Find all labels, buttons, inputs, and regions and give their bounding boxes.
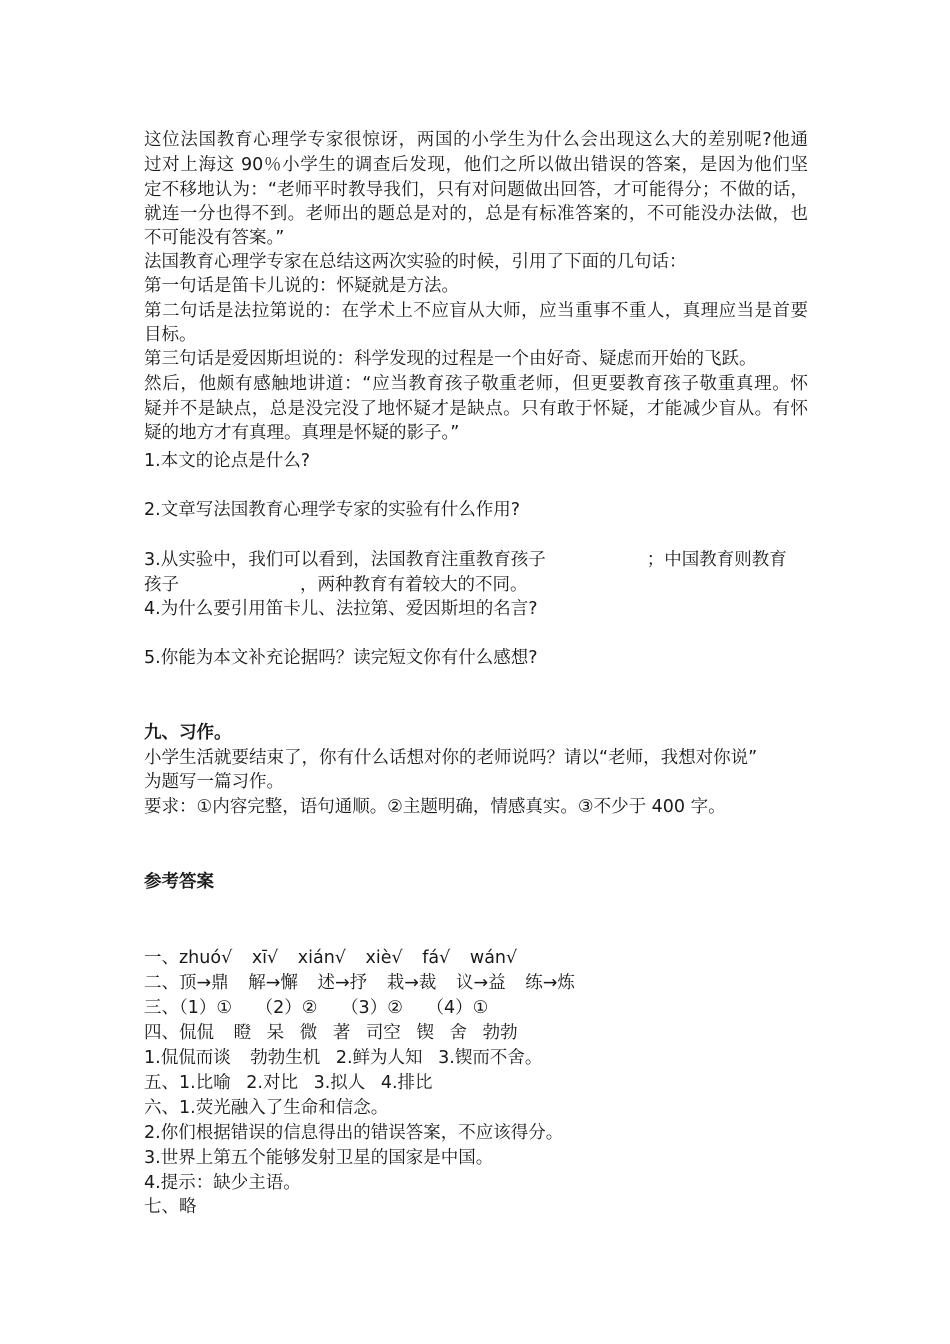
question-4: 4.为什么要引用笛卡儿、法拉第、爱因斯坦的名言? [144,599,538,619]
answer-item: 著 [332,1023,351,1043]
answer-row-8: 2.你们根据错误的信息得出的错误答案，不应该得分。 [144,1123,564,1143]
passage-line: 第二句话是法拉第说的：在学术上不应盲从大师，应当重事不重人，真理应当是首要 [144,301,808,321]
passage-line: 第三句话是爱因斯坦说的：科学发现的过程是一个由好奇、疑虑而开始的飞跃。 [144,349,757,369]
answer-item: 议→益 [456,973,506,993]
answer-item: 栽→裁 [386,973,437,993]
answer-row-9: 3.世界上第五个能够发射卫星的国家是中国。 [144,1148,494,1168]
writing-prompt-line: 为题写一篇习作。 [144,772,284,792]
passage-line: 这位法国教育心理学专家很惊讶，两国的小学生为什么会出现这么大的差别呢?他通 [144,130,808,150]
answer-row-4 [144,1021,518,1045]
answer-item: 锲 [416,1023,434,1043]
answer-item: 司空 [365,1023,401,1043]
answer-row-3 [144,996,488,1020]
answer-item: （3）② [341,998,403,1018]
answer-row-5 [144,1046,542,1070]
answer-item: 二、顶→鼎 [144,973,229,993]
answer-item: 1.侃侃而谈 [144,1048,231,1068]
answer-item: 述→抒 [317,973,368,993]
answer-item: xiè√ [365,948,403,968]
passage-line: 第一句话是笛卡儿说的：怀疑就是方法。 [144,276,459,296]
passage-line: 不可能没有答案。” [144,228,285,248]
answer-item: 练→炼 [525,973,575,993]
answer-item: 4.排比 [380,1073,433,1093]
answer-item: 3.锲而不舍。 [438,1048,543,1068]
answer-item: 勃勃 [482,1023,518,1043]
answer-item: 五、1.比喻 [144,1073,231,1093]
passage-line: 法国教育心理学专家在总结这两次实验的时候，引用了下面的几句话： [144,252,687,272]
passage-line: 疑的地方才有真理。真理是怀疑的影子。” [144,423,460,443]
answer-item: xián√ [297,948,346,968]
answer-row-1 [144,946,517,970]
answer-row-7: 六、1.荧光融入了生命和信念。 [144,1098,389,1118]
section-heading: 九、习作。 [144,723,232,743]
question-3-line-2 [144,573,528,597]
question-3-text: 孩子 [144,575,179,595]
answer-item: 呆 [266,1023,285,1043]
writing-requirements: 要求：①内容完整，语句通顺。②主题明确，情感真实。③不少于 400 字。 [144,797,726,817]
writing-prompt-line: 小学生活就要结束了，你有什么话想对你的老师说吗？请以“老师，我想对你说” [144,748,758,768]
passage-line: 就连一分也得不到。老师出的题总是对的，总是有标准答案的，不可能没办法做，也 [144,204,808,224]
answer-item: xī√ [251,948,279,968]
answer-item: fá√ [422,948,451,968]
answer-row-2 [144,971,575,995]
answer-item: 四、侃侃 [144,1023,214,1043]
question-3-line-1 [144,548,808,572]
answer-item: 2.对比 [246,1073,298,1093]
answer-item: 一、zhuó√ [144,948,233,968]
passage-line: 然后，他颇有感触地讲道：“应当教育孩子敬重老师，但更要教育孩子敬重真理。怀 [144,374,808,394]
answer-item: 3.拟人 [313,1073,366,1093]
question-3-text: ，两种教育有着较大的不同。 [300,575,528,595]
answer-item: 舍 [449,1023,468,1043]
answer-item: 瞪 [233,1023,252,1043]
question-2: 2.文章写法国教育心理学专家的实验有什么作用? [144,500,520,520]
question-3-text: ；中国教育则教育 [646,550,787,570]
passage-line: 目标。 [144,325,197,345]
answer-item: （2）② [255,998,318,1018]
question-1: 1.本文的论点是什么? [144,451,310,471]
answer-item: 三、（1）① [144,998,233,1018]
passage-line: 疑并不是缺点，总是没完没了地怀疑才是缺点。只有敢于怀疑，才能减少盲从。有怀 [144,399,808,419]
answer-item: 微 [299,1023,318,1043]
answer-row-11: 七、略 [144,1197,197,1217]
question-5: 5.你能为本文补充论据吗？读完短文你有什么感想? [144,648,538,668]
answer-item: （4）① [426,998,489,1018]
answer-item: wán√ [469,948,518,968]
answer-item: 解→懈 [248,973,298,993]
answers-heading: 参考答案 [144,872,214,892]
passage-line: 定不移地认为：“老师平时教导我们，只有对问题做出回答，才可能得分；不做的话， [144,180,808,200]
question-3-text: 3.从实验中，我们可以看到，法国教育注重教育孩子 [144,550,546,570]
answer-row-10: 4.提示：缺少主语。 [144,1173,301,1193]
answer-row-6 [144,1071,433,1095]
answer-item: 2.鲜为人知 [335,1048,423,1068]
passage-line: 过对上海这 90％小学生的调查后发现，他们之所以做出错误的答案，是因为他们坚 [144,155,808,175]
answer-item: 勃勃生机 [250,1048,321,1068]
